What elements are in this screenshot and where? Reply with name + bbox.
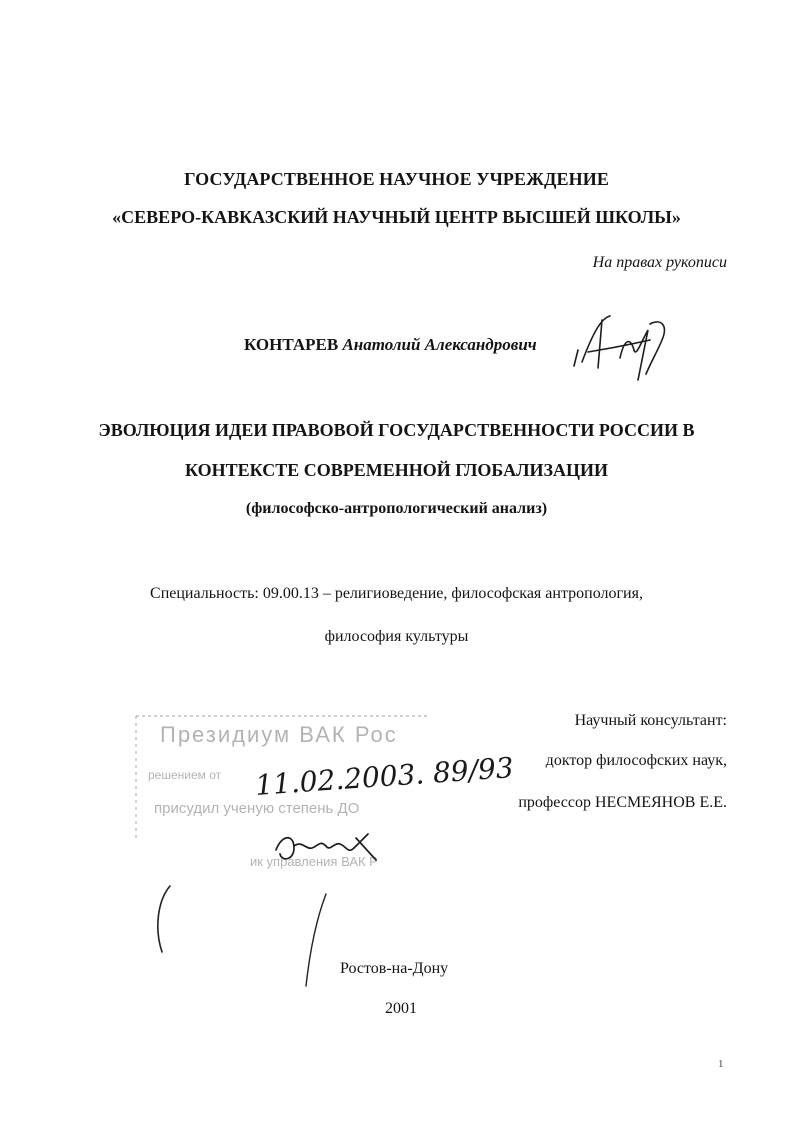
consultant-label: Научный консультант: — [574, 712, 727, 729]
author-name — [244, 335, 537, 355]
rights-note: На правах рукописи — [592, 254, 727, 271]
dissertation-subtitle: (философско-антропологический анализ) — [245, 500, 548, 517]
organization-line-1: ГОСУДАРСТВЕННОЕ НАУЧНОЕ УЧРЕЖДЕНИЕ — [184, 169, 609, 189]
consultant-degree: доктор философских наук, — [545, 752, 727, 769]
author-signature — [572, 310, 682, 390]
page-number: 1 — [718, 1058, 724, 1070]
stamp-signature — [272, 820, 392, 880]
stamp-line-1: Президиум ВАК Рос — [160, 722, 398, 747]
specialty-line-1: Специальность: 09.00.13 – религиоведение, философская антропология, — [150, 585, 643, 602]
consultant-name: профессор НЕСМЕЯНОВ Е.Е. — [518, 794, 727, 811]
dissertation-title-line-1: ЭВОЛЮЦИЯ ИДЕИ ПРАВОВОЙ ГОСУДАРСТВЕННОСТИ РОССИИ В — [98, 420, 695, 440]
city: Ростов-на-Дону — [340, 960, 449, 977]
pen-mark-line — [296, 890, 336, 990]
stamp-handwritten-date: 11.02.2003. 89/93 — [254, 751, 515, 802]
stamp-line-4: ик управления ВАК Р — [250, 854, 378, 869]
stamp-line-3: присудил ученую степень ДО — [154, 800, 360, 817]
author-given-names: Анатолий Александрович — [342, 335, 537, 354]
author-surname: КОНТАРЕВ — [244, 335, 339, 354]
year: 2001 — [385, 1000, 417, 1017]
organization-line-2: «СЕВЕРО-КАВКАЗСКИЙ НАУЧНЫЙ ЦЕНТР ВЫСШЕЙ ШКОЛЫ» — [112, 207, 681, 227]
dissertation-title-line-2: КОНТЕКСТЕ СОВРЕМЕННОЙ ГЛОБАЛИЗАЦИИ — [185, 460, 608, 480]
stamp-line-2: решением от — [148, 768, 222, 782]
pen-mark-bracket — [150, 880, 180, 960]
specialty-line-2: философия культуры — [324, 628, 469, 645]
